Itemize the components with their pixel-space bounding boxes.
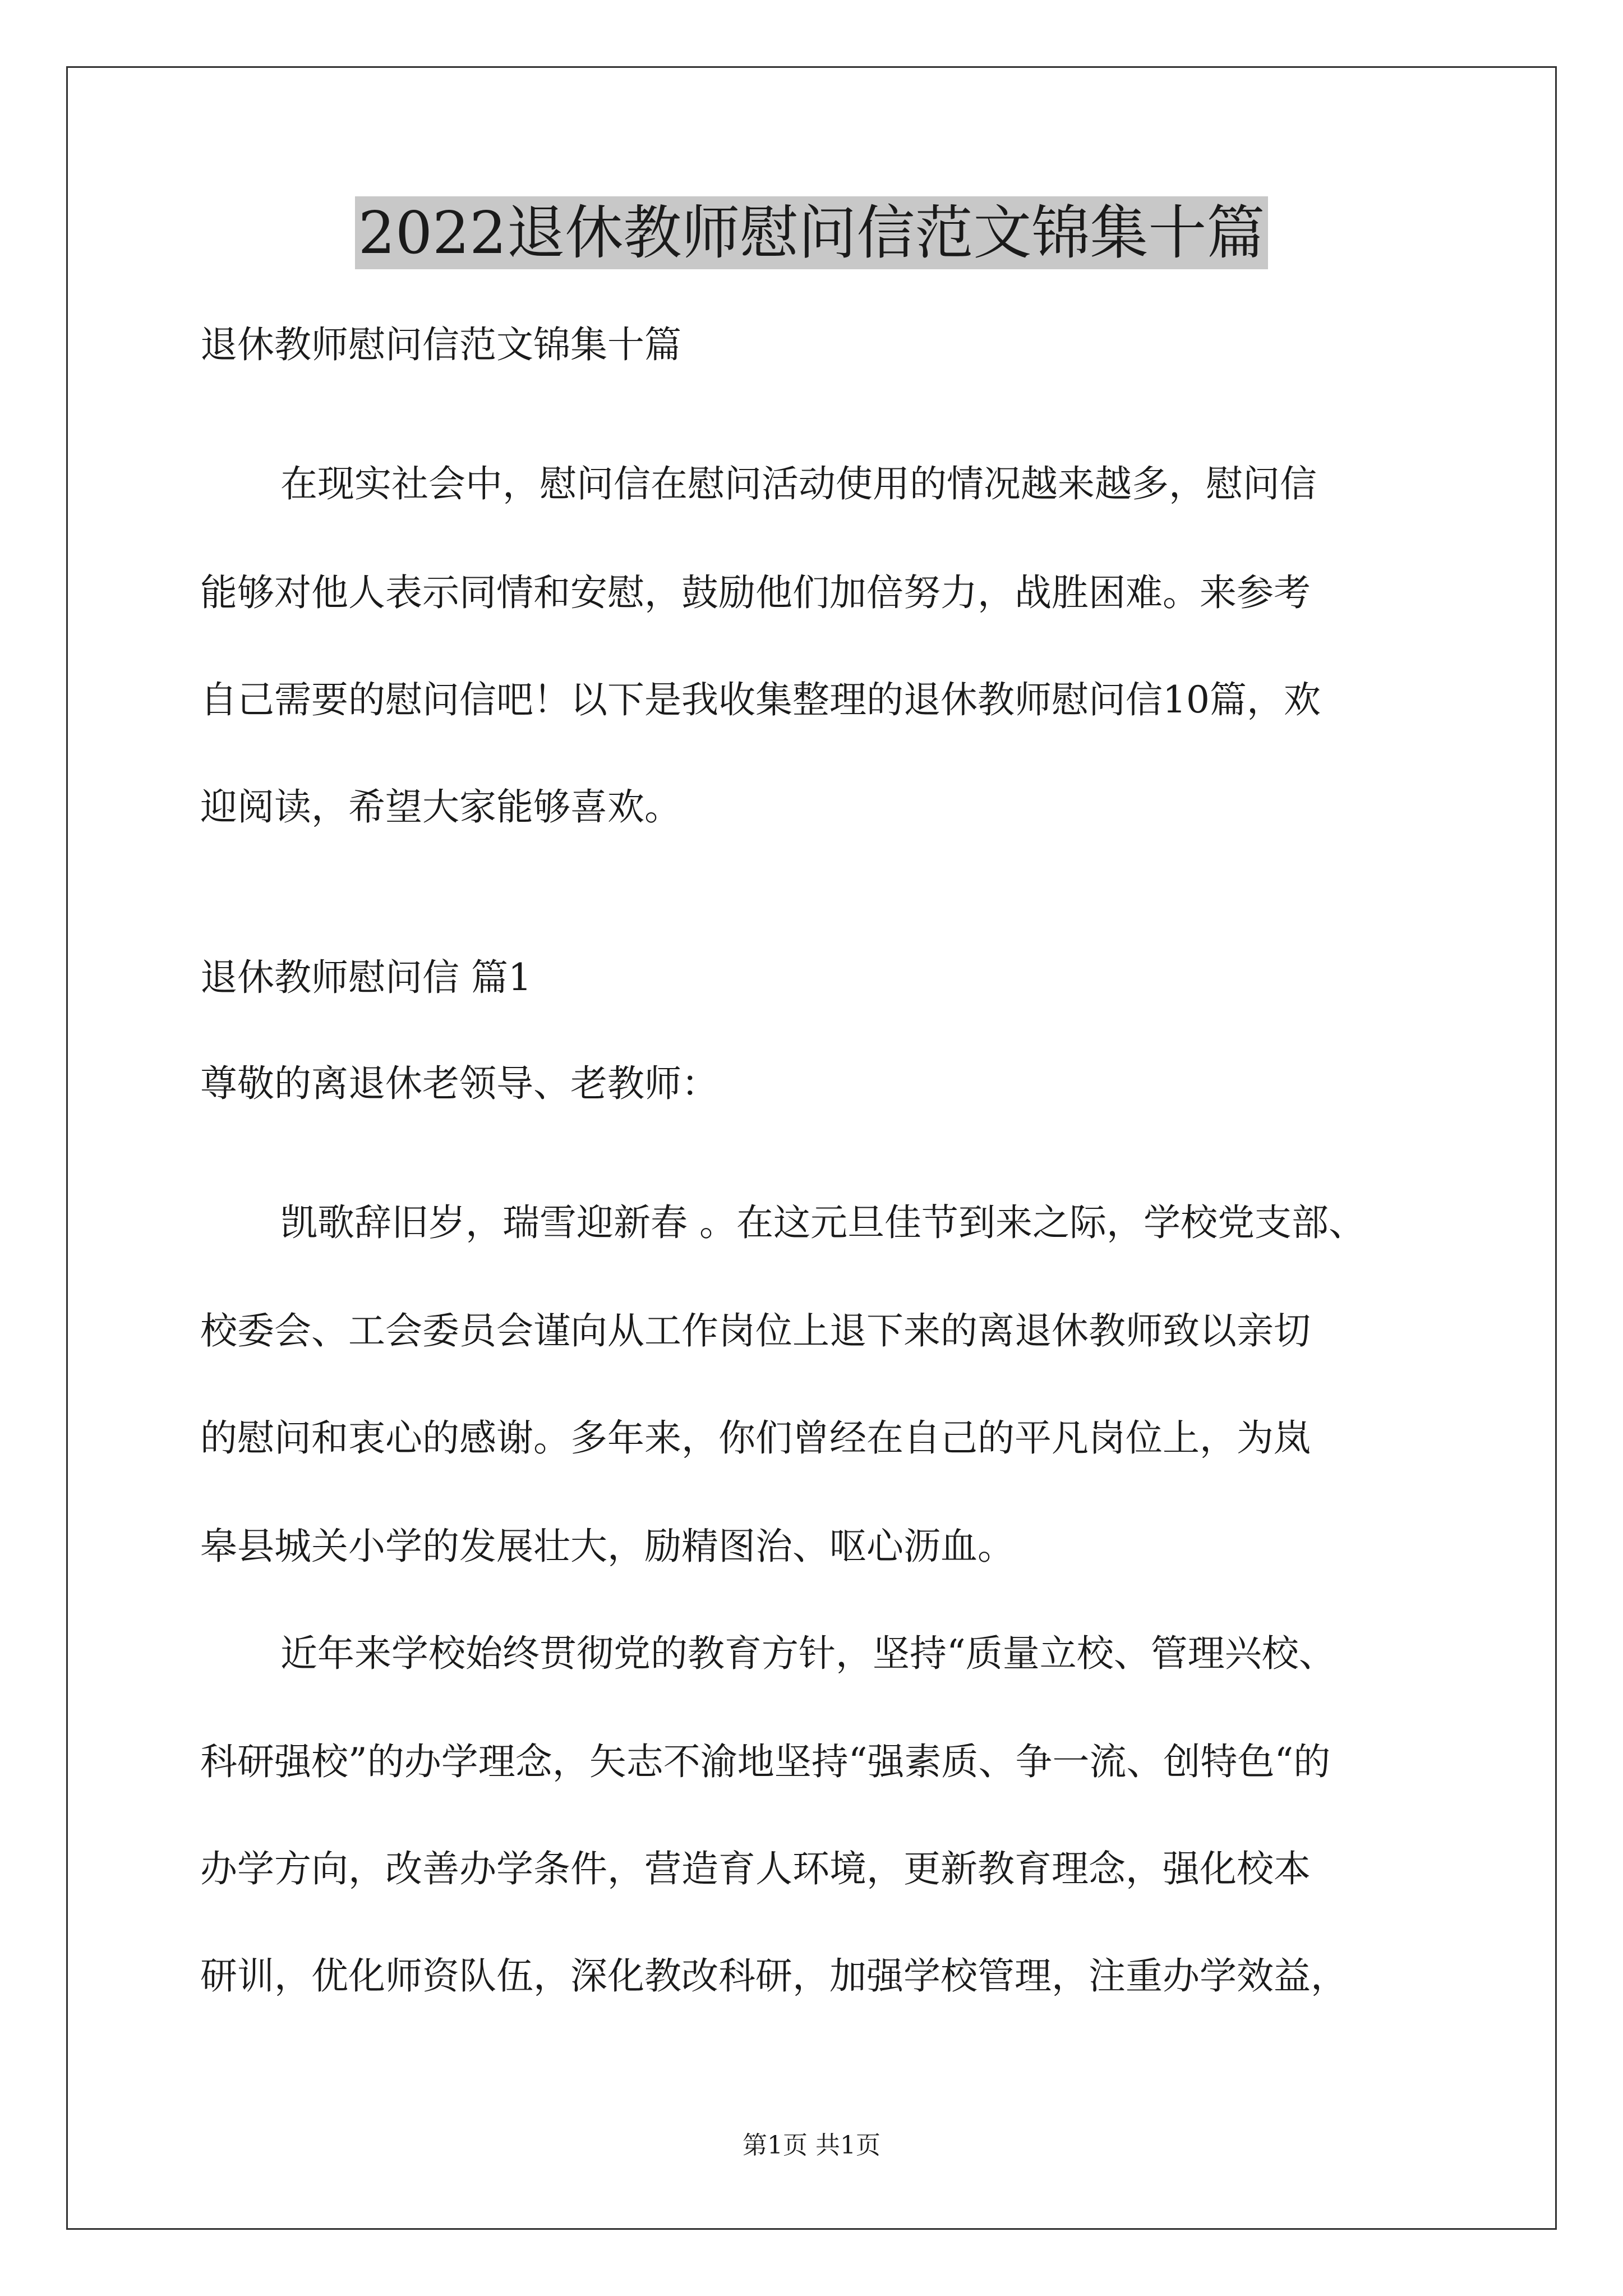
page-border [66,66,1557,2230]
salutation-line: 尊敬的离退休老领导、老教师： [200,1062,718,1105]
body-line-5: 近年来学校始终贯彻党的教育方针，坚持“质量立校、管理兴校、 [280,1632,1336,1675]
body-line-3: 的慰问和衷心的感谢。多年来，你们曾经在自己的平凡岗位上，为岚 [200,1416,1311,1460]
intro-line-3: 自己需要的慰问信吧！以下是我收集整理的退休教师慰问信10篇，欢 [200,678,1321,721]
body-line-1: 凯歌辞旧岁，瑞雪迎新春 。在这元旦佳节到来之际，学校党支部、 [280,1201,1366,1244]
page-footer: 第1页 共1页 [743,2131,880,2160]
document-title: 2022退休教师慰问信范文锦集十篇 [0,191,1623,275]
body-line-7: 办学方向，改善办学条件，营造育人环境，更新教育理念，强化校本 [200,1847,1311,1890]
intro-line-4: 迎阅读，希望大家能够喜欢。 [200,785,681,829]
body-line-2: 校委会、工会委员会谨向从工作岗位上退下来的离退休教师致以亲切 [200,1309,1311,1352]
section-heading: 退休教师慰问信 篇1 [200,956,532,999]
subtitle-line: 退休教师慰问信范文锦集十篇 [200,323,681,366]
body-line-4: 皋县城关小学的发展壮大，励精图治、呕心沥血。 [200,1525,1015,1568]
intro-line-1: 在现实社会中，慰问信在慰问活动使用的情况越来越多，慰问信 [280,462,1317,505]
body-line-8: 研训，优化师资队伍，深化教改科研，加强学校管理，注重办学效益， [200,1954,1348,1998]
body-line-6: 科研强校”的办学理念，矢志不渝地坚持“强素质、争一流、创特色“的 [200,1740,1331,1783]
intro-line-2: 能够对他人表示同情和安慰，鼓励他们加倍努力，战胜困难。来参考 [200,571,1311,614]
